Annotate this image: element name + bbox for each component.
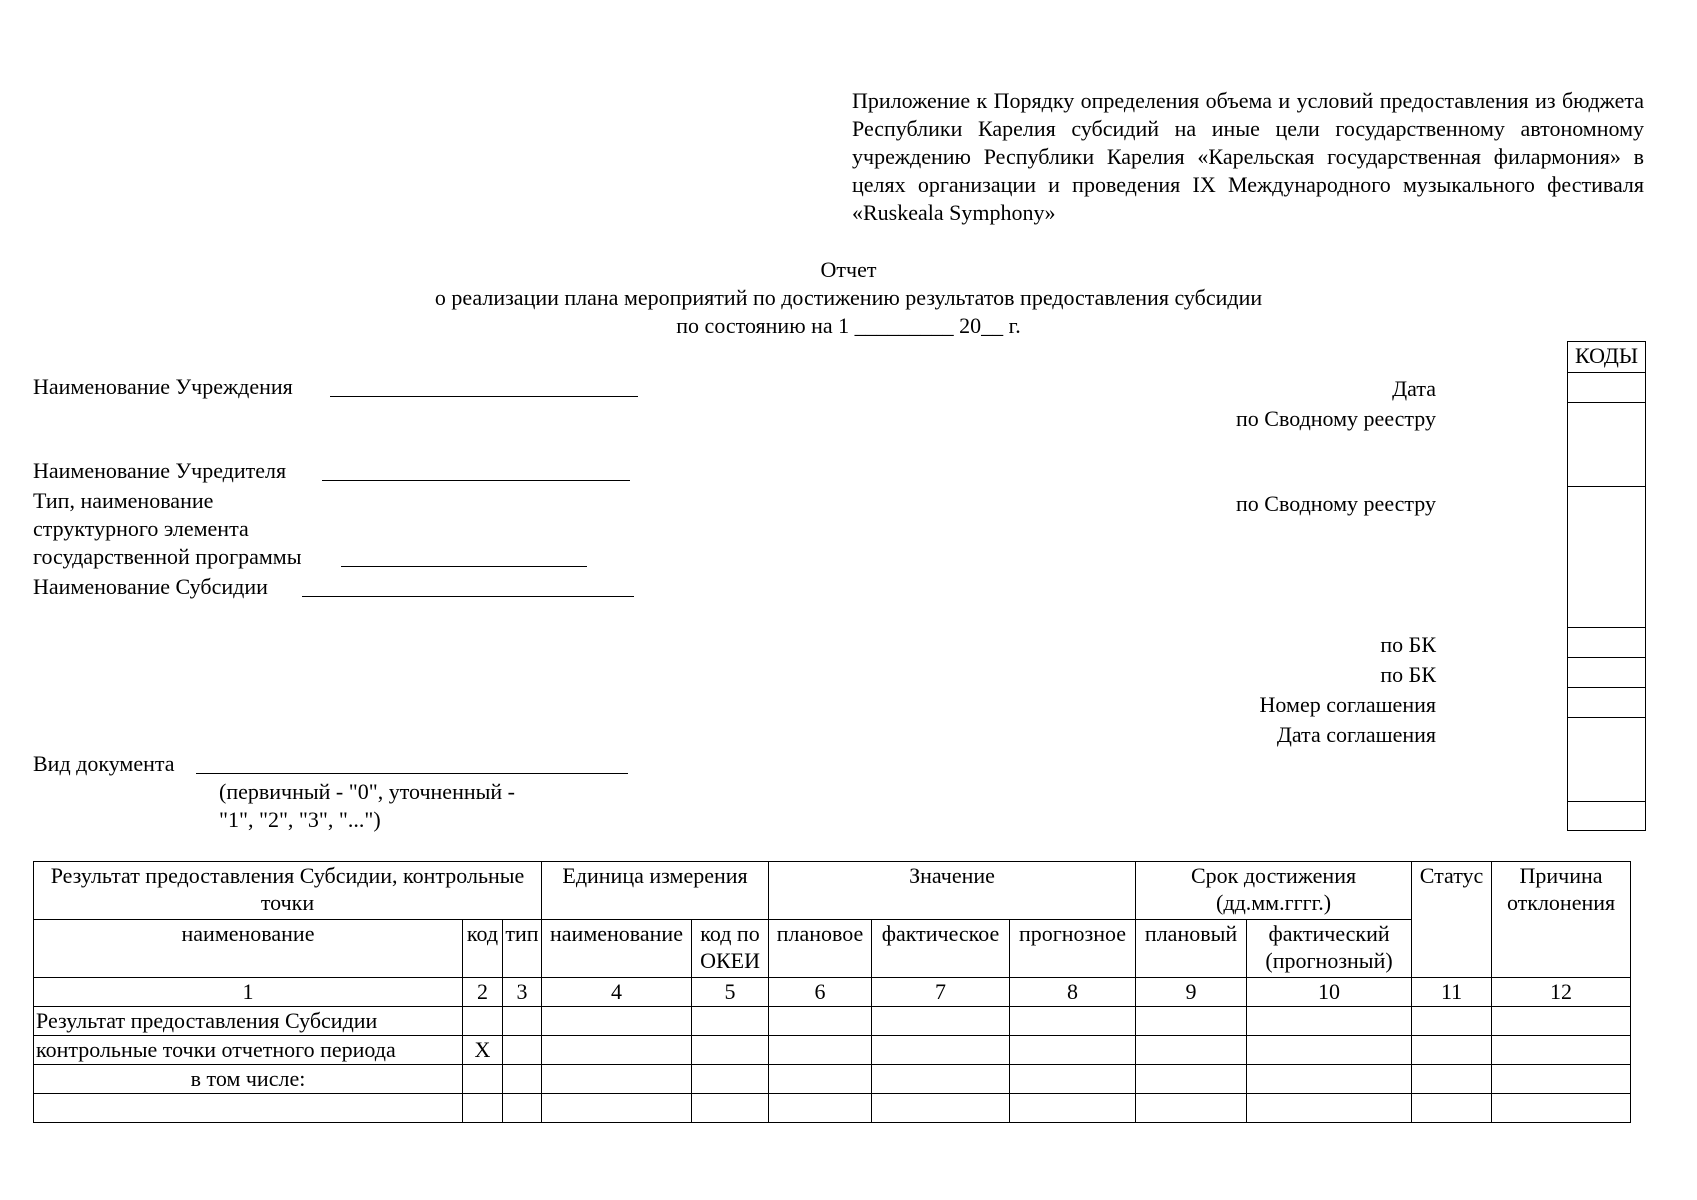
header-unit: Единица измерения — [542, 862, 769, 920]
table-cell[interactable] — [503, 1065, 542, 1094]
table-cell[interactable] — [1412, 1036, 1492, 1065]
table-cell[interactable] — [1492, 1065, 1631, 1094]
agreement-number-label: Номер соглашения — [1259, 692, 1436, 717]
table-cell[interactable] — [542, 1094, 692, 1123]
table-row — [34, 1094, 1631, 1123]
table-row — [34, 1065, 1631, 1094]
header-okei: код по ОКЕИ — [692, 920, 769, 978]
row-name: в том числе: — [34, 1065, 463, 1094]
report-subtitle: о реализации плана мероприятий по достижению результатов предоставления субсидии — [434, 285, 1263, 310]
header-plan-date: плановый — [1136, 920, 1247, 978]
table-cell[interactable] — [872, 1007, 1010, 1036]
report-title: Отчет — [820, 257, 877, 282]
table-cell[interactable] — [1247, 1065, 1412, 1094]
doc-type-note-1: (первичный - "0", уточненный - — [219, 779, 515, 804]
col-number: 10 — [1247, 978, 1412, 1007]
col-number: 9 — [1136, 978, 1247, 1007]
row-code[interactable] — [463, 1094, 503, 1123]
header-actual-date: фактический (прогнозный) — [1247, 920, 1412, 978]
founder-field[interactable] — [322, 480, 630, 481]
row-name[interactable] — [34, 1094, 463, 1123]
table-cell[interactable] — [692, 1065, 769, 1094]
header-value: Значение — [769, 862, 1136, 920]
program-label-3: государственной программы — [33, 544, 302, 569]
col-number: 8 — [1010, 978, 1136, 1007]
header-deadline: Срок достижения (дд.мм.гггг.) — [1136, 862, 1412, 920]
header-planned: плановое — [769, 920, 872, 978]
program-label-1: Тип, наименование — [33, 488, 214, 513]
row-name: контрольные точки отчетного периода — [34, 1036, 463, 1065]
bk-label-2: по БК — [1380, 662, 1436, 687]
table-cell[interactable] — [769, 1036, 872, 1065]
code-cell-registry-1[interactable] — [1568, 402, 1645, 487]
code-cell-date[interactable] — [1568, 372, 1645, 403]
table-cell[interactable] — [503, 1007, 542, 1036]
table-cell[interactable] — [1412, 1065, 1492, 1094]
doc-type-label: Вид документа — [33, 751, 175, 776]
bk-label-1: по БК — [1380, 632, 1436, 657]
header-type: тип — [503, 920, 542, 978]
header-unit-name: наименование — [542, 920, 692, 978]
table-cell[interactable] — [692, 1036, 769, 1065]
table-row — [34, 1007, 1631, 1036]
doc-type-field[interactable] — [196, 773, 628, 774]
subsidy-field[interactable] — [302, 596, 634, 597]
table-cell[interactable] — [542, 1065, 692, 1094]
table-cell[interactable] — [769, 1065, 872, 1094]
table-cell[interactable] — [769, 1094, 872, 1123]
col-number: 6 — [769, 978, 872, 1007]
col-number: 3 — [503, 978, 542, 1007]
table-cell[interactable] — [692, 1007, 769, 1036]
founder-label: Наименование Учредителя — [33, 458, 287, 483]
registry-label-2: по Сводному реестру — [1236, 491, 1436, 516]
table-cell[interactable] — [1492, 1036, 1631, 1065]
codes-header: КОДЫ — [1568, 342, 1645, 373]
table-cell[interactable] — [692, 1094, 769, 1123]
header-status: Статус — [1412, 862, 1492, 978]
code-cell-agreement-date[interactable] — [1568, 717, 1645, 802]
table-cell[interactable] — [1010, 1094, 1136, 1123]
table-cell[interactable] — [1136, 1007, 1247, 1036]
table-cell[interactable] — [1010, 1065, 1136, 1094]
program-label-2: структурного элемента — [33, 516, 249, 541]
table-cell[interactable] — [1136, 1094, 1247, 1123]
table-row — [34, 1036, 1631, 1065]
table-cell[interactable] — [1247, 1007, 1412, 1036]
row-code — [463, 1007, 503, 1036]
row-code — [463, 1065, 503, 1094]
col-number: 7 — [872, 978, 1010, 1007]
row-code: X — [463, 1036, 503, 1065]
table-cell[interactable] — [1247, 1036, 1412, 1065]
date-label: Дата — [1392, 376, 1436, 401]
header-code: код — [463, 920, 503, 978]
results-table — [33, 861, 1631, 1123]
col-number: 11 — [1412, 978, 1492, 1007]
table-cell[interactable] — [1492, 1007, 1631, 1036]
code-cell-bk-1[interactable] — [1568, 627, 1645, 658]
agreement-date-label: Дата соглашения — [1276, 722, 1436, 747]
appendix-note: Приложение к Порядку определения объема и условий предоставления из бюджета Республики Карелия субсидий на иные цели государственному автономному учреждению Республики Карелия «Карельская государственная филармония» в целях организации и проведения IX Международного музыкального фестиваля «Ruskeala Symphony» — [852, 88, 1644, 225]
header-reason: Причина отклонения — [1492, 862, 1631, 978]
table-cell[interactable] — [1247, 1094, 1412, 1123]
table-cell[interactable] — [872, 1094, 1010, 1123]
header-actual: фактическое — [872, 920, 1010, 978]
subsidy-label: Наименование Субсидии — [33, 574, 268, 599]
program-field[interactable] — [341, 566, 587, 567]
codes-column — [1567, 341, 1646, 831]
code-cell-registry-2[interactable] — [1568, 486, 1645, 628]
col-number: 12 — [1492, 978, 1631, 1007]
table-cell[interactable] — [1492, 1094, 1631, 1123]
code-cell-bk-2[interactable] — [1568, 657, 1645, 688]
table-cell[interactable] — [872, 1065, 1010, 1094]
table-cell[interactable] — [1136, 1036, 1247, 1065]
institution-label: Наименование Учреждения — [33, 374, 293, 399]
registry-label-1: по Сводному реестру — [1236, 406, 1436, 431]
col-number: 4 — [542, 978, 692, 1007]
col-number: 2 — [463, 978, 503, 1007]
table-cell[interactable] — [503, 1094, 542, 1123]
table-cell[interactable] — [1010, 1007, 1136, 1036]
table-cell[interactable] — [872, 1036, 1010, 1065]
institution-field[interactable] — [330, 396, 638, 397]
table-cell[interactable] — [542, 1036, 692, 1065]
table-cell[interactable] — [1412, 1007, 1492, 1036]
table-cell[interactable] — [1010, 1036, 1136, 1065]
doc-type-note-2: "1", "2", "3", "...") — [219, 807, 381, 832]
header-forecast: прогнозное — [1010, 920, 1136, 978]
table-cell[interactable] — [1136, 1065, 1247, 1094]
table-cell[interactable] — [503, 1036, 542, 1065]
col-number: 1 — [34, 978, 463, 1007]
code-cell-agreement-number[interactable] — [1568, 687, 1645, 718]
table-cell[interactable] — [769, 1007, 872, 1036]
report-date-line: по состоянию на 1 _________ 20__ г. — [676, 313, 1021, 338]
header-name: наименование — [34, 920, 463, 978]
table-cell[interactable] — [542, 1007, 692, 1036]
col-number: 5 — [692, 978, 769, 1007]
header-result: Результат предоставления Субсидии, контрольные точки — [34, 862, 542, 920]
table-cell[interactable] — [1412, 1094, 1492, 1123]
row-name: Результат предоставления Субсидии — [34, 1007, 463, 1036]
